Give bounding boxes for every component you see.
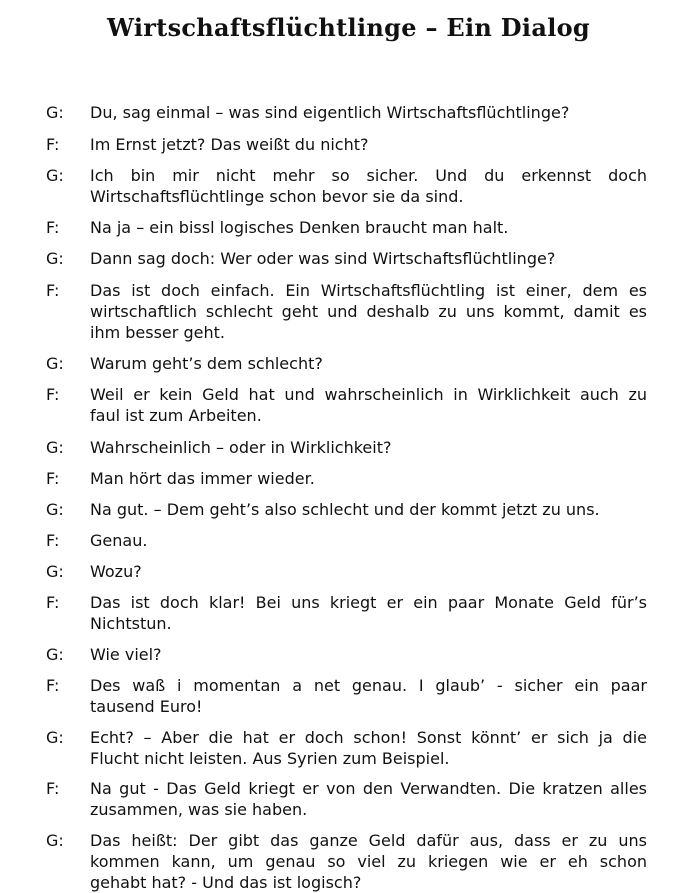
speaker-label: F: [46, 593, 60, 612]
dialog-line: kommen kann, um genau so viel zu kriegen wie er eh schon [90, 852, 647, 871]
speaker-label: G: [46, 500, 64, 519]
speaker-label: F: [46, 676, 60, 695]
dialog-line: Im Ernst jetzt? Das weißt du nicht? [90, 135, 369, 154]
dialog-line: Das ist doch einfach. Ein Wirtschaftsflüchtling ist einer, dem es [90, 281, 647, 300]
speaker-label: F: [46, 385, 60, 404]
speaker-label: G: [46, 831, 64, 850]
speaker-label: G: [46, 103, 64, 122]
dialog-line: Wozu? [90, 562, 142, 581]
speaker-label: G: [46, 728, 64, 747]
dialog-line: faul ist zum Arbeiten. [90, 406, 262, 425]
dialog-line: gehabt hat? - Und das ist logisch? [90, 873, 362, 892]
speaker-label: F: [46, 281, 60, 300]
dialog-line: Nichtstun. [90, 614, 172, 633]
dialog-line: Wahrscheinlich – oder in Wirklichkeit? [90, 438, 392, 457]
dialog-line: zusammen, was sie haben. [90, 800, 308, 819]
dialog-line: Das heißt: Der gibt das ganze Geld dafür aus, dass er zu uns [90, 831, 647, 850]
dialog-line: Weil er kein Geld hat und wahrscheinlich in Wirklichkeit auch zu [90, 385, 647, 404]
dialog-line: Na gut. – Dem geht’s also schlecht und der kommt jetzt zu uns. [90, 500, 600, 519]
speaker-label: F: [46, 135, 60, 154]
dialog-line: Genau. [90, 531, 148, 550]
dialog-line: Man hört das immer wieder. [90, 469, 315, 488]
dialog-line: Du, sag einmal – was sind eigentlich Wirtschaftsflüchtlinge? [90, 103, 570, 122]
dialog-line: tausend Euro! [90, 697, 203, 716]
dialog-line: Echt? – Aber die hat er doch schon! Sonst könnt’ er sich ja die [90, 728, 647, 747]
dialog-line: Wirtschaftsflüchtlinge schon bevor sie da sind. [90, 187, 464, 206]
dialog-line: Ich bin mir nicht mehr so sicher. Und du erkennst doch [90, 166, 647, 185]
dialog-line: Das ist doch klar! Bei uns kriegt er ein paar Monate Geld für’s [90, 593, 647, 612]
dialog-line: Warum geht’s dem schlecht? [90, 354, 323, 373]
speaker-label: G: [46, 562, 64, 581]
dialog-line: Des waß i momentan a net genau. I glaub’ - sicher ein paar [90, 676, 647, 695]
dialog-line: Dann sag doch: Wer oder was sind Wirtschaftsflüchtlinge? [90, 249, 556, 268]
dialog-line: wirtschaftlich schlecht geht und deshalb zu uns kommt, damit es [90, 302, 647, 321]
speaker-label: G: [46, 645, 64, 664]
speaker-label: G: [46, 354, 64, 373]
dialog-line: Flucht nicht leisten. Aus Syrien zum Beispiel. [90, 749, 450, 768]
dialog-line: Wie viel? [90, 645, 162, 664]
speaker-label: G: [46, 249, 64, 268]
speaker-label: F: [46, 531, 60, 550]
dialog-line: Na gut - Das Geld kriegt er von den Verwandten. Die kratzen alles [90, 779, 647, 798]
speaker-label: F: [46, 779, 60, 798]
speaker-label: G: [46, 166, 64, 185]
dialog-line: ihm besser geht. [90, 323, 225, 342]
dialog-line: Na ja – ein bissl logisches Denken braucht man halt. [90, 218, 509, 237]
document-title: Wirtschaftsflüchtlinge – Ein Dialog [106, 13, 590, 42]
speaker-label: F: [46, 469, 60, 488]
speaker-label: F: [46, 218, 60, 237]
speaker-label: G: [46, 438, 64, 457]
